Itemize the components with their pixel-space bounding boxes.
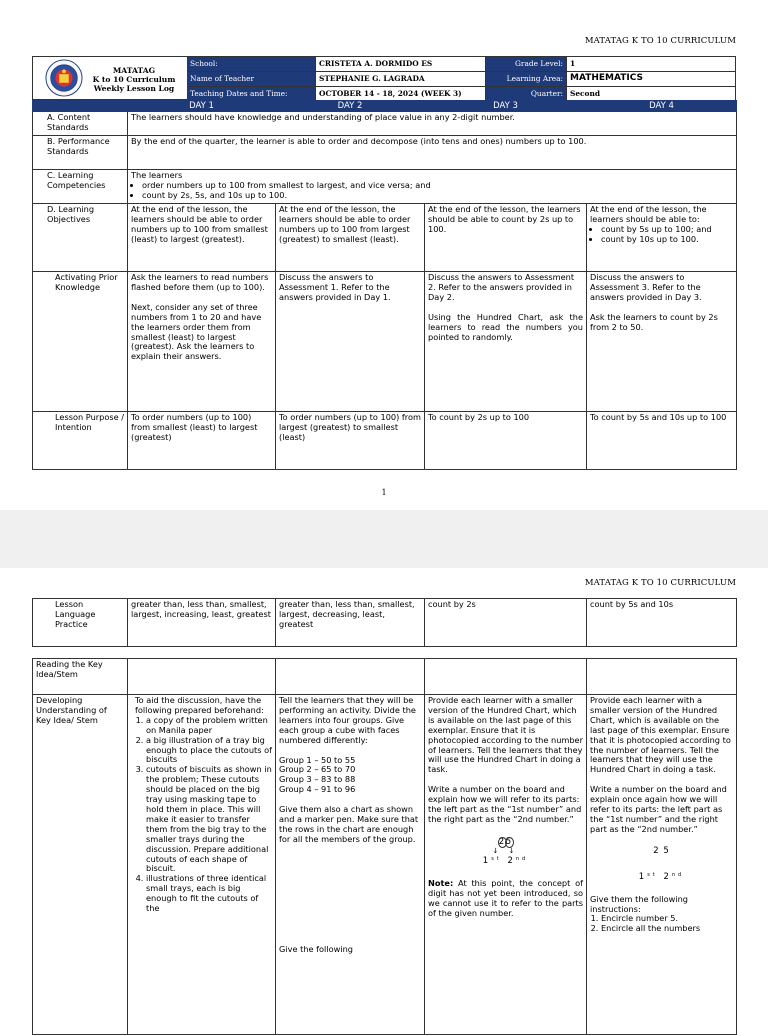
purpose-day-3: To count by 2s up to 100 — [425, 412, 587, 470]
row-label: B. Performance Standards — [33, 136, 128, 170]
page-2 — [0, 568, 768, 1024]
position-label: 2nd — [507, 855, 529, 866]
row-label: Reading the Key Idea/Stem — [33, 659, 128, 695]
day-3-header: DAY 3 — [425, 101, 587, 112]
day-1-header: DAY 1 — [128, 101, 276, 112]
row-performance-standards — [33, 136, 737, 170]
dates-label: Teaching Dates and Time: — [187, 87, 316, 101]
objectives-day-2: At the end of the lesson, the learners should be able to order numbers up to 100 from largest (greatest) to smallest (least). — [276, 204, 425, 272]
developing-day-1-intro: To aid the discussion, have the following prepared beforehand: — [135, 695, 264, 715]
list-item: 2. Encircle all the numbers — [601, 924, 733, 934]
note-text: At this point, the concept of digit has not yet been introduced, so we cannot use it to refer to the parts of the given number. — [428, 877, 584, 918]
developing-day-3-note — [428, 879, 583, 919]
list-item: Group 3 – 83 to 88 — [279, 774, 356, 785]
circled-digit: 2 — [498, 836, 506, 847]
info-header — [32, 56, 736, 100]
note-label: Note: — [428, 877, 454, 888]
developing-day-3 — [425, 695, 587, 1035]
list-item: 4. illustrations of three identical small trays, each is big enough to fit the cutouts of the — [146, 874, 272, 914]
row-reading — [33, 659, 737, 695]
list-item: Group 2 – 65 to 70 — [279, 764, 356, 775]
row-label: Lesson Purpose / Intention — [33, 412, 128, 470]
developing-day-2 — [276, 695, 425, 1035]
day-header-blank — [33, 101, 128, 112]
list-item: 1. Encircle number 5. — [601, 914, 733, 924]
day-4-header: DAY 4 — [587, 101, 737, 112]
language-day-2: greater than, less than, smallest, largest, decreasing, least, greatest — [276, 599, 425, 647]
org-line-2: K to 10 Curriculum — [92, 74, 176, 84]
logo-cell — [33, 57, 188, 99]
developing-day-4-list — [590, 914, 733, 934]
deped-seal-icon — [45, 59, 83, 97]
grade-label: Grade Level: — [486, 57, 567, 71]
row-label: C. Learning Competencies — [33, 170, 128, 204]
curriculum-header: MATATAG K TO 10 CURRICULUM — [584, 578, 736, 588]
activating-day-1-p1: Ask the learners to read numbers flashed before them (up to 100). — [131, 272, 269, 292]
activating-day-3 — [425, 272, 587, 412]
activating-day-1-p2: Next, consider any set of three numbers from 1 to 20 and have the learners order them from smallest (least) to largest (greatest). Ask the learners to explain their answers. — [131, 301, 262, 362]
developing-day-2-p3: Give the following — [279, 943, 353, 954]
activating-day-3-p2: Using the Hundred Chart, ask the learners to read the numbers you pointed to randomly. — [428, 311, 583, 342]
language-day-4: count by 5s and 10s — [587, 599, 737, 647]
activating-day-2: Discuss the answers to Assessment 1. Refer to the answers provided in Day 1. — [276, 272, 425, 412]
developing-day-3-p1: Provide each learner with a smaller version of the Hundred Chart, which is available on the last page of this exemplar. Ensure that it is photocopied according to the number of learners. Tell the learners that they will use the Hundred Chart in doing a task. — [428, 695, 583, 775]
info-row-school — [187, 57, 735, 72]
language-day-1: greater than, less than, smallest, largest, increasing, least, greatest — [128, 599, 276, 647]
org-line-3: Weekly Lesson Log — [93, 83, 175, 93]
activating-day-4-p2: Ask the learners to count by 2s from 2 to 50. — [590, 311, 718, 332]
curriculum-header: MATATAG K TO 10 CURRICULUM — [584, 36, 736, 46]
lesson-log-table-p2a — [32, 598, 737, 647]
day-2-header: DAY 2 — [276, 101, 425, 112]
activating-day-4 — [587, 272, 737, 412]
list-item: • count by 2s, 5s, and 10s up to 100. — [142, 191, 733, 201]
position-labels — [590, 871, 733, 883]
reading-day-2 — [276, 659, 425, 695]
quarter-label: Quarter: — [486, 87, 567, 101]
position-label: 1st — [482, 855, 502, 866]
activating-day-1 — [128, 272, 276, 412]
row-purpose — [33, 412, 737, 470]
info-row-dates — [187, 87, 735, 101]
arrow-down-icon: ↓ ↓ — [492, 846, 519, 855]
page-gap — [0, 510, 768, 568]
org-line-1: MATATAG — [112, 66, 156, 75]
page-1 — [0, 0, 768, 510]
number-example: 2 5 — [653, 845, 670, 856]
developing-day-2-p2: Give them also a chart as shown and a marker pen. Make sure that the rows in the chart are enough for all the members of the group. — [279, 804, 419, 844]
objectives-day-4-intro: At the end of the lesson, the learners should be able to: — [590, 204, 707, 224]
activating-day-3-p1: Discuss the answers to Assessment 2. Refer to the answers provided in Day 2. — [428, 272, 575, 302]
circled-digit: 5 — [505, 836, 513, 847]
row-developing — [33, 695, 737, 1035]
row-label: Developing Understanding of Key Idea/ Stem — [33, 695, 128, 1035]
performance-standards-text: By the end of the quarter, the learner is able to order and decompose (into tens and ones) numbers up to 100. — [128, 136, 737, 170]
grade-value: 1 — [567, 57, 735, 71]
place-value-figure — [590, 847, 733, 883]
org-title — [79, 67, 189, 93]
teacher-value: STEPHANIE G. LAGRADA — [316, 72, 486, 86]
developing-day-4-p1: Provide each learner with a smaller version of the Hundred Chart, which is available on the last page of this exemplar. Ensure that it is photocopied according to the number of learners. Tell the learners that they will use the Hundred Chart in doing a task. — [590, 695, 731, 775]
lesson-log-table-p1 — [32, 100, 737, 470]
objectives-day-3: At the end of the lesson, the learners should be able to count by 2s up to 100. — [425, 204, 587, 272]
competencies-intro: The learners — [131, 170, 183, 180]
info-grid — [187, 57, 735, 99]
row-content-standards — [33, 112, 737, 136]
developing-day-3-p2: Write a number on the board and explain how we will refer to its parts: the left part as the “1st number” and the right part as the “2nd number.” — [428, 784, 582, 824]
list-item: • count by 10s up to 100. — [601, 235, 733, 245]
row-label: A. Content Standards — [33, 112, 128, 136]
purpose-day-1: To order numbers (up to 100) from smallest (least) to largest (greatest) — [128, 412, 276, 470]
list-item: 3. cutouts of biscuits as shown in the problem; These cutouts should be placed on the big tray using masking tape to hold them in place. This will make it easier to transfer them from the big tray to the smaller trays during the discussion. Prepare additional cutouts of each shape of biscuit. — [146, 765, 272, 874]
developing-day-4 — [587, 695, 737, 1035]
group-list — [279, 756, 421, 796]
area-label: Learning Area: — [486, 72, 567, 86]
purpose-day-4: To count by 5s and 10s up to 100 — [587, 412, 737, 470]
developing-day-4-p2: Write a number on the board and explain once again how we will refer to its parts: the left part as the “1st number” and the right part as the “2nd number.” — [590, 784, 727, 834]
row-label: Lesson Language Practice — [33, 599, 128, 647]
row-objectives — [33, 204, 737, 272]
row-competencies — [33, 170, 737, 204]
position-label: 1st — [638, 871, 658, 882]
teacher-label: Name of Teacher — [187, 72, 316, 86]
activating-day-4-p1: Discuss the answers to Assessment 3. Refer to the answers provided in Day 3. — [590, 272, 702, 302]
position-labels — [428, 855, 583, 867]
school-label: School: — [187, 57, 316, 71]
list-item: 1. a copy of the problem written on Manila paper — [146, 716, 272, 736]
competencies-cell — [128, 170, 737, 204]
purpose-day-2: To order numbers (up to 100) from largest (greatest) to smallest (least) — [276, 412, 425, 470]
row-label: Activating Prior Knowledge — [33, 272, 128, 412]
row-language — [33, 599, 737, 647]
info-row-teacher — [187, 72, 735, 87]
reading-day-1 — [128, 659, 276, 695]
quarter-value: Second — [567, 87, 735, 101]
developing-day-1 — [128, 695, 276, 1035]
reading-day-3 — [425, 659, 587, 695]
objectives-day-4-list — [590, 225, 733, 245]
objectives-day-1: At the end of the lesson, the learners should be able to order numbers up to 100 from smallest (least) to largest (greatest). — [128, 204, 276, 272]
list-item: Group 4 – 91 to 96 — [279, 784, 356, 795]
day-header-row — [33, 101, 737, 112]
developing-day-2-p1: Tell the learners that they will be performing an activity. Divide the learners into four groups. Give each group a cube with faces numbered differently: — [279, 695, 416, 745]
school-value: CRISTETA A. DORMIDO ES — [316, 57, 486, 71]
row-activating — [33, 272, 737, 412]
list-item: • order numbers up to 100 from smallest to largest, and vice versa; and — [142, 181, 733, 191]
position-label: 2nd — [663, 871, 685, 882]
objectives-day-4 — [587, 204, 737, 272]
page-number: 1 — [381, 488, 387, 497]
area-value: MATHEMATICS — [567, 72, 735, 86]
place-value-figure — [428, 837, 583, 867]
competencies-list — [131, 181, 733, 201]
developing-day-1-list — [135, 716, 272, 914]
language-day-3: count by 2s — [425, 599, 587, 647]
row-label: D. Learning Objectives — [33, 204, 128, 272]
dates-value: OCTOBER 14 - 18, 2024 (WEEK 3) — [316, 87, 486, 101]
developing-day-4-p3: Give them the following instructions: — [590, 893, 688, 914]
content-standards-text: The learners should have knowledge and understanding of place value in any 2-digit number. — [128, 112, 737, 136]
lesson-log-table-p2b — [32, 658, 737, 1035]
list-item: 2. a big illustration of a tray big enough to place the cutouts of biscuits — [146, 736, 272, 766]
reading-day-4 — [587, 659, 737, 695]
list-item: • count by 5s up to 100; and — [601, 225, 733, 235]
list-item: Group 1 – 50 to 55 — [279, 754, 356, 765]
